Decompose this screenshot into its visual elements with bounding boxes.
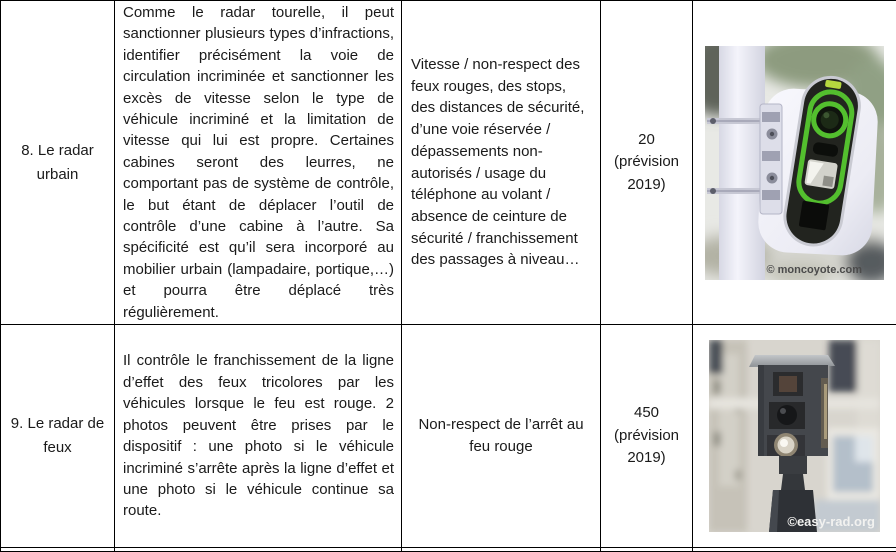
empty-cell (115, 548, 402, 552)
count-cell (601, 1, 693, 325)
empty-cell (1, 548, 115, 552)
infractions-cell (402, 325, 601, 548)
photo-cell (693, 1, 896, 325)
description-text: Il contrôle le franchissement de la ligne d’effet des feux tricolores par les véhicules lorsque le feu est rouge. 2 photos peuvent être prises par le dispositif : une photo si le véhicule incriminé s’arrête après la ligne d’effet et une photo si le véhicule continue sa route. (123, 352, 394, 520)
red-light-radar-photo (709, 340, 880, 532)
count-cell (601, 325, 693, 548)
count-value: 20 (638, 130, 655, 148)
count-note: (prévision 2019) (613, 426, 680, 467)
row-label: 8. Le radar urbain (1, 1, 115, 325)
lamppost-pole (719, 46, 765, 280)
table-row-partial (1, 548, 896, 552)
infractions-text: Vitesse / non-respect des feux rouges, des stops, des distances de sécurité, d’une voie réservée / dépassements non-autorisés / usage du téléphone au volant / absence de ceinture de sécurité / franchissement des passages à niveau… (411, 56, 585, 269)
table-row-radar-feux (1, 325, 896, 548)
count-value: 450 (633, 404, 660, 422)
empty-cell (601, 548, 693, 552)
radar-cabinet (749, 355, 835, 457)
photo-cell (693, 325, 896, 548)
photo-watermark: © moncoyote.com (766, 263, 862, 276)
count-note: (prévision 2019) (613, 153, 680, 193)
description-cell (115, 1, 402, 325)
infractions-text: Non-respect de l’arrêt au feu rouge (418, 416, 584, 456)
row-label: 9. Le radar de feux (1, 325, 115, 548)
description-text: Comme le radar tourelle, il peut sanctionner plusieurs types d’infractions, identifier précisément la voie de circulation incriminée et sanctionner les excès de vitesse selon le type de véhicule incriminé et la limitation de vitesse qui lui est propre. Certaines cabines seront des leurres, ne comportant pas de système de contrôle, le but étant de déplacer l’outil de contrôle d’une cabine à l’autre. Sa spécificité est qu’il sera incorporé au mobilier urbain (lampadaire, portique,…) et pourra être déplacé très régulièrement. (123, 4, 394, 321)
infractions-cell (402, 1, 601, 325)
empty-cell (402, 548, 601, 552)
photo-watermark: ©easy-rad.org (787, 514, 875, 530)
empty-cell (693, 548, 896, 552)
urban-radar-photo (705, 46, 884, 280)
table-row-radar-urbain (1, 1, 896, 325)
description-cell (115, 325, 402, 548)
